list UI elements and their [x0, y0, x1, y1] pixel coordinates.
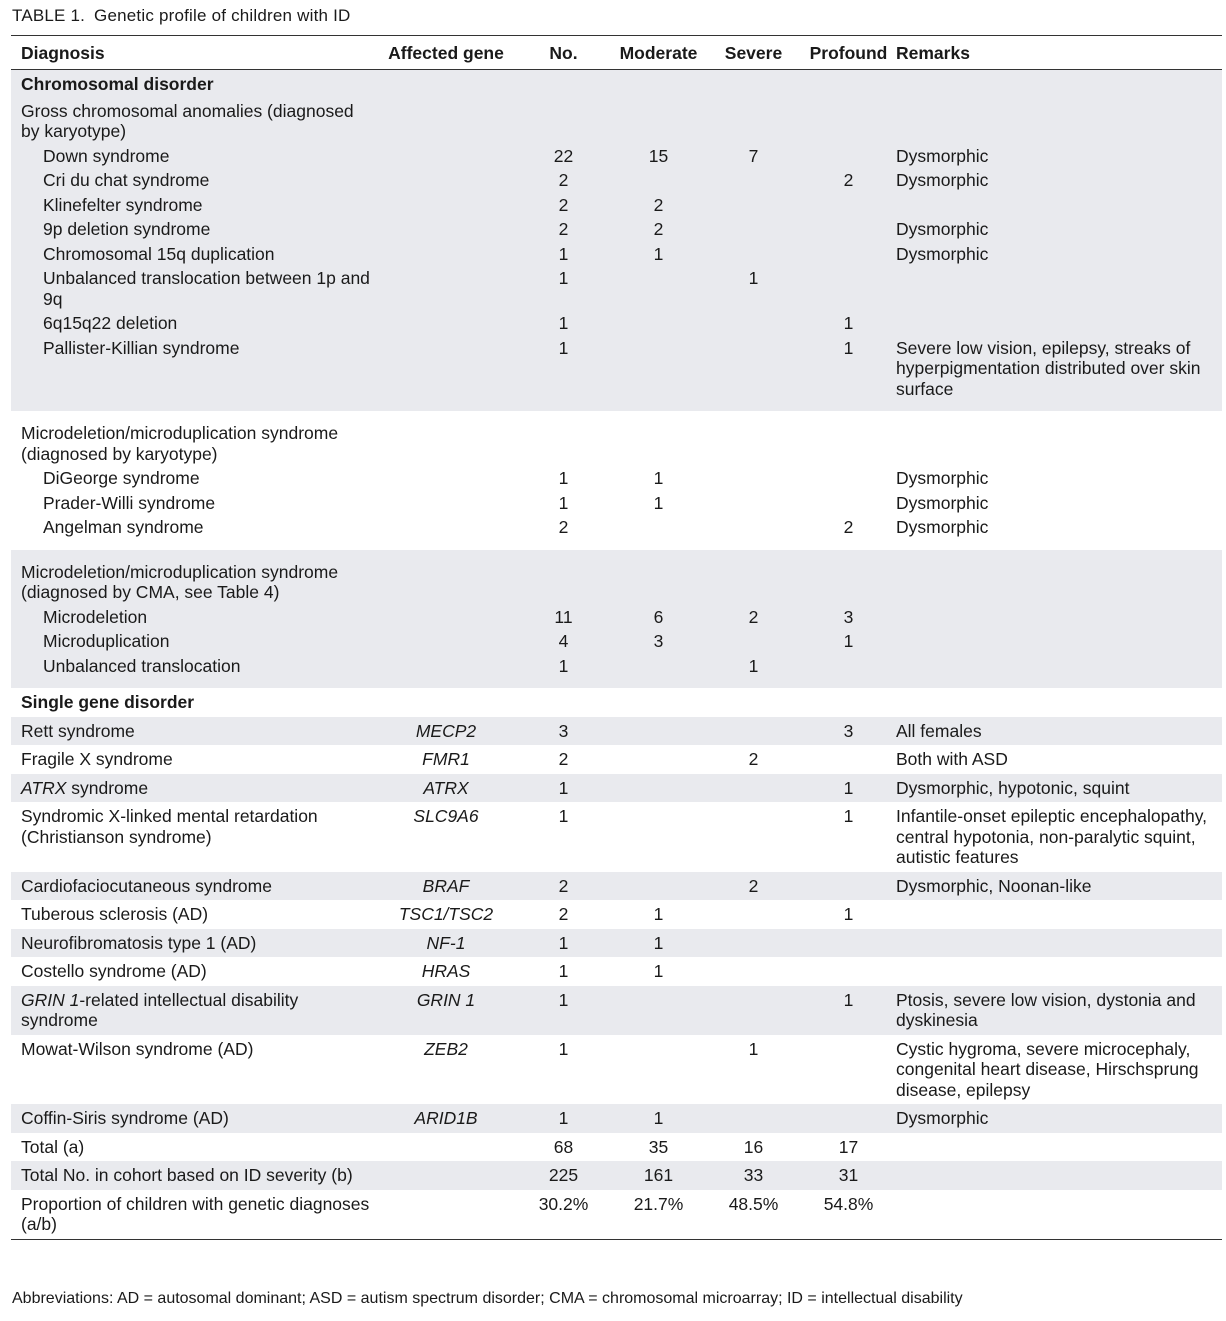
gene-cell — [376, 466, 516, 491]
profound-cell — [801, 242, 896, 267]
col-header-diagnosis: Diagnosis — [21, 42, 105, 63]
table-body — [11, 70, 1222, 1240]
severe-cell — [706, 242, 801, 267]
gene-cell: SLC9A6 — [413, 806, 479, 826]
diagnosis-cell: Coffin-Siris syndrome (AD) — [21, 1108, 229, 1128]
empty-cell — [611, 560, 706, 605]
empty-cell — [706, 99, 801, 144]
moderate-cell: 2 — [653, 219, 664, 239]
severe-cell: 48.5% — [728, 1193, 779, 1214]
profound-cell — [801, 491, 896, 516]
profound-cell — [801, 266, 896, 311]
moderate-cell — [611, 717, 706, 746]
severe-cell — [706, 466, 801, 491]
no-cell: 3 — [558, 720, 569, 741]
section-chromosomal — [11, 70, 1222, 99]
gene-cell: HRAS — [421, 961, 471, 981]
gene-cell — [376, 242, 516, 267]
no-cell: 1 — [558, 932, 569, 953]
moderate-cell: 161 — [643, 1165, 674, 1185]
subsection-label: Gross chromosomal anomalies (diagnosed by karyotype) — [21, 100, 354, 141]
profound-cell: 3 — [843, 606, 854, 627]
table-row — [11, 336, 1222, 402]
spacer-row — [11, 411, 1222, 421]
severe-cell — [706, 217, 801, 242]
no-cell: 30.2% — [538, 1193, 589, 1214]
empty-cell — [801, 688, 896, 717]
moderate-cell: 6 — [653, 606, 664, 627]
spacer-row — [11, 401, 1222, 411]
empty-cell — [516, 421, 611, 466]
profound-cell — [801, 144, 896, 169]
remarks-cell: Dysmorphic, hypotonic, squint — [896, 777, 1130, 798]
gene-cell — [376, 1161, 516, 1190]
no-cell: 2 — [558, 219, 569, 239]
table-row — [11, 242, 1222, 267]
severe-cell — [706, 986, 801, 1035]
subsection-gross — [11, 99, 1222, 144]
profound-cell — [801, 872, 896, 901]
gene-cell — [376, 217, 516, 242]
gene-cell: FMR1 — [422, 749, 470, 769]
remarks-cell — [896, 1133, 1222, 1162]
table-row — [11, 1161, 1222, 1190]
diagnosis-cell — [11, 986, 376, 1035]
spacer-cell — [11, 411, 1222, 421]
diagnosis-cell: Chromosomal 15q duplication — [43, 243, 275, 264]
empty-cell — [376, 421, 516, 466]
no-cell: 68 — [553, 1136, 574, 1157]
remarks-cell: Dysmorphic — [896, 219, 989, 239]
profound-cell: 1 — [843, 989, 854, 1010]
spacer-cell — [11, 401, 1222, 411]
spacer-row — [11, 550, 1222, 560]
no-cell: 2 — [558, 875, 569, 896]
table-row — [11, 217, 1222, 242]
severe-cell: 2 — [748, 606, 759, 627]
profound-cell — [801, 929, 896, 958]
remarks-cell — [896, 929, 1222, 958]
severe-cell — [706, 629, 801, 654]
section-single-gene — [11, 688, 1222, 717]
profound-cell: 1 — [843, 904, 854, 924]
moderate-cell — [611, 802, 706, 872]
gene-cell — [376, 491, 516, 516]
empty-cell — [376, 560, 516, 605]
table-row — [11, 900, 1222, 929]
severe-cell — [706, 1104, 801, 1133]
moderate-cell — [611, 745, 706, 774]
spacer-row — [11, 540, 1222, 550]
severe-cell — [706, 774, 801, 803]
no-cell: 2 — [558, 904, 569, 924]
diagnosis-cell: Microduplication — [43, 631, 170, 651]
no-cell: 1 — [558, 243, 569, 264]
diagnosis-cell: Microdeletion — [43, 606, 148, 627]
moderate-cell — [611, 774, 706, 803]
empty-cell — [516, 560, 611, 605]
profound-cell — [801, 957, 896, 986]
severe-cell — [706, 491, 801, 516]
table-row — [11, 266, 1222, 311]
remarks-cell: Dysmorphic — [896, 468, 989, 488]
severe-cell — [706, 957, 801, 986]
diagnosis-cell — [11, 774, 376, 803]
table-row — [11, 654, 1222, 679]
moderate-cell — [611, 986, 706, 1035]
spacer-cell — [11, 550, 1222, 560]
table-row — [11, 605, 1222, 630]
diagnosis-cell: Angelman syndrome — [43, 517, 204, 537]
no-cell: 1 — [558, 313, 569, 333]
diagnosis-cell: Unbalanced translocation — [43, 655, 241, 676]
gene-cell: ATRX — [423, 777, 469, 798]
diagnosis-cell: Neurofibromatosis type 1 (AD) — [21, 932, 257, 953]
table-row — [11, 168, 1222, 193]
gene-cell — [376, 168, 516, 193]
diagnosis-cell: Klinefelter syndrome — [43, 194, 203, 215]
diagnosis-cell: Total (a) — [21, 1136, 85, 1157]
no-cell: 1 — [558, 1108, 569, 1128]
severe-cell — [706, 311, 801, 336]
table-row — [11, 1104, 1222, 1133]
severe-cell — [706, 717, 801, 746]
table-row — [11, 311, 1222, 336]
no-cell: 1 — [558, 468, 569, 488]
moderate-cell — [611, 168, 706, 193]
empty-cell — [611, 99, 706, 144]
no-cell: 1 — [558, 337, 569, 358]
remarks-cell: All females — [896, 720, 982, 741]
moderate-cell: 35 — [648, 1136, 669, 1157]
profound-cell: 1 — [843, 631, 854, 651]
empty-cell — [706, 421, 801, 466]
subsection-micro-cma — [11, 560, 1222, 605]
diagnosis-cell: Cardiofaciocutaneous syndrome — [21, 875, 272, 896]
col-header-remarks: Remarks — [896, 42, 970, 63]
remarks-cell: Dysmorphic — [896, 492, 989, 513]
profound-cell — [801, 217, 896, 242]
severe-cell — [706, 336, 801, 402]
remarks-cell: Dysmorphic — [896, 145, 989, 166]
table-footnote: Abbreviations: AD = autosomal dominant; ASD = autism spectrum disorder; CMA = chromosomal microarray; ID = intellectual disability — [12, 1290, 963, 1307]
remarks-cell: Dysmorphic — [896, 170, 989, 190]
moderate-cell — [611, 654, 706, 679]
empty-cell — [801, 99, 896, 144]
table-row — [11, 491, 1222, 516]
genetic-profile-table — [11, 35, 1222, 1240]
empty-cell — [706, 70, 801, 99]
subsection-label: Microdeletion/microduplication syndrome (diagnosed by karyotype) — [21, 423, 339, 464]
no-cell: 2 — [558, 170, 569, 190]
gene-cell — [376, 1133, 516, 1162]
diagnosis-cell: Proportion of children with genetic diagnoses (a/b) — [21, 1193, 370, 1234]
remarks-cell — [896, 1161, 1222, 1190]
no-cell: 1 — [558, 806, 569, 826]
remarks-cell: Cystic hygroma, severe microcephaly, congenital heart disease, Hirschsprung disease, epilepsy — [896, 1038, 1199, 1100]
table-row — [11, 802, 1222, 872]
empty-cell — [801, 70, 896, 99]
remarks-cell — [896, 629, 1222, 654]
gene-cell: ARID1B — [414, 1108, 478, 1128]
diagnosis-cell: Tuberous sclerosis (AD) — [21, 904, 209, 924]
diagnosis-cell: Prader-Willi syndrome — [43, 492, 216, 513]
severe-cell: 2 — [748, 875, 759, 896]
gene-cell — [376, 193, 516, 218]
remarks-cell: Dysmorphic — [896, 517, 989, 537]
no-cell: 2 — [558, 749, 569, 769]
severe-cell — [706, 168, 801, 193]
diagnosis-cell: Total No. in cohort based on ID severity (b) — [21, 1165, 353, 1185]
moderate-cell: 1 — [653, 961, 664, 981]
diagnosis-text: syndrome — [66, 777, 149, 798]
severe-cell — [706, 929, 801, 958]
profound-cell: 2 — [843, 170, 854, 190]
col-header-severe: Severe — [724, 42, 783, 63]
remarks-cell — [896, 266, 1222, 311]
col-header-no: No. — [549, 42, 578, 63]
remarks-cell: Both with ASD — [896, 749, 1008, 769]
profound-cell: 31 — [838, 1165, 859, 1185]
empty-cell — [611, 421, 706, 466]
profound-cell: 1 — [843, 806, 854, 826]
spacer-row — [11, 678, 1222, 688]
table-row — [11, 1035, 1222, 1105]
moderate-cell: 3 — [653, 631, 664, 651]
diagnosis-italic: GRIN 1 — [21, 989, 80, 1010]
moderate-cell: 1 — [653, 468, 664, 488]
moderate-cell — [611, 266, 706, 311]
col-header-profound: Profound — [809, 42, 888, 63]
empty-cell — [611, 688, 706, 717]
profound-cell — [801, 654, 896, 679]
moderate-cell: 21.7% — [633, 1193, 684, 1214]
empty-cell — [801, 560, 896, 605]
empty-cell — [516, 688, 611, 717]
moderate-cell — [611, 872, 706, 901]
table-row — [11, 193, 1222, 218]
profound-cell: 2 — [843, 517, 854, 537]
gene-cell: BRAF — [422, 875, 470, 896]
gene-cell — [376, 311, 516, 336]
gene-cell: GRIN 1 — [416, 989, 476, 1010]
diagnosis-cell: Unbalanced translocation between 1p and 9q — [43, 268, 370, 309]
empty-cell — [706, 688, 801, 717]
table-row — [11, 466, 1222, 491]
empty-cell — [896, 560, 1222, 605]
diagnosis-cell: Mowat-Wilson syndrome (AD) — [21, 1038, 254, 1059]
moderate-cell: 15 — [648, 145, 669, 166]
profound-cell: 1 — [843, 777, 854, 798]
profound-cell — [801, 1104, 896, 1133]
no-cell: 22 — [553, 145, 574, 166]
gene-cell: TSC1/TSC2 — [398, 904, 494, 924]
profound-cell: 3 — [843, 720, 854, 741]
col-header-gene: Affected gene — [388, 42, 504, 63]
severe-cell — [706, 193, 801, 218]
profound-cell — [801, 1035, 896, 1105]
no-cell: 1 — [558, 961, 569, 981]
severe-cell: 2 — [748, 749, 759, 769]
table-row — [11, 745, 1222, 774]
gene-cell — [376, 144, 516, 169]
moderate-cell: 1 — [653, 1108, 664, 1128]
gene-cell: ZEB2 — [424, 1038, 468, 1059]
remarks-cell — [896, 900, 1222, 929]
gene-cell — [376, 266, 516, 311]
col-header-moderate: Moderate — [619, 42, 698, 63]
empty-cell — [896, 421, 1222, 466]
moderate-cell: 1 — [653, 492, 664, 513]
diagnosis-cell: DiGeorge syndrome — [43, 468, 200, 488]
remarks-cell — [896, 1190, 1222, 1240]
moderate-cell — [611, 336, 706, 402]
table-row — [11, 774, 1222, 803]
severe-cell — [706, 900, 801, 929]
remarks-cell — [896, 654, 1222, 679]
empty-cell — [376, 688, 516, 717]
no-cell: 1 — [558, 1038, 569, 1059]
empty-cell — [706, 560, 801, 605]
empty-cell — [516, 70, 611, 99]
gene-cell: NF-1 — [426, 932, 466, 953]
severe-cell: 7 — [748, 145, 759, 166]
table-title: Genetic profile of children with ID — [94, 6, 351, 25]
profound-cell — [801, 466, 896, 491]
remarks-cell: Severe low vision, epilepsy, streaks of hyperpigmentation distributed over skin surface — [896, 337, 1201, 399]
profound-cell: 17 — [838, 1136, 859, 1157]
no-cell: 2 — [558, 194, 569, 215]
empty-cell — [376, 99, 516, 144]
subsection-micro-karyotype — [11, 421, 1222, 466]
empty-cell — [801, 421, 896, 466]
severe-cell: 1 — [748, 655, 759, 676]
gene-cell — [376, 1190, 516, 1240]
gene-cell — [376, 629, 516, 654]
diagnosis-cell: Costello syndrome (AD) — [21, 961, 207, 981]
header-row — [11, 36, 1222, 70]
empty-cell — [611, 70, 706, 99]
empty-cell — [896, 688, 1222, 717]
empty-cell — [896, 70, 1222, 99]
diagnosis-text: -related intellectual disability syndrome — [21, 989, 299, 1030]
severe-cell: 16 — [743, 1136, 764, 1157]
no-cell: 1 — [558, 492, 569, 513]
no-cell: 11 — [554, 606, 573, 627]
diagnosis-cell: 6q15q22 deletion — [43, 313, 178, 333]
section-label: Single gene disorder — [21, 692, 195, 712]
empty-cell — [516, 99, 611, 144]
spacer-cell — [11, 678, 1222, 688]
gene-cell — [376, 515, 516, 540]
table-row — [11, 515, 1222, 540]
no-cell: 225 — [548, 1165, 579, 1185]
moderate-cell — [611, 311, 706, 336]
empty-cell — [376, 70, 516, 99]
table-row — [11, 1190, 1222, 1240]
severe-cell — [706, 515, 801, 540]
no-cell: 1 — [558, 777, 569, 798]
diagnosis-italic: ATRX — [21, 777, 67, 798]
remarks-cell: Dysmorphic, Noonan-like — [896, 875, 1092, 896]
table-row — [11, 144, 1222, 169]
profound-cell: 1 — [843, 313, 854, 333]
no-cell: 1 — [558, 655, 569, 676]
table-row — [11, 1133, 1222, 1162]
profound-cell: 1 — [843, 337, 854, 358]
moderate-cell — [611, 1035, 706, 1105]
gene-cell: MECP2 — [415, 720, 477, 741]
diagnosis-cell: Cri du chat syndrome — [43, 170, 210, 190]
moderate-cell: 1 — [653, 932, 664, 953]
table-caption — [12, 6, 351, 26]
diagnosis-cell: Down syndrome — [43, 145, 170, 166]
profound-cell — [801, 745, 896, 774]
remarks-cell: Infantile-onset epileptic encephalopathy, central hypotonia, non-paralytic squint, autistic features — [896, 806, 1208, 867]
no-cell: 2 — [558, 517, 569, 537]
diagnosis-cell: Syndromic X-linked mental retardation (Christianson syndrome) — [21, 806, 318, 847]
table-row — [11, 629, 1222, 654]
gene-cell — [376, 605, 516, 630]
empty-cell — [896, 99, 1222, 144]
remarks-cell: Ptosis, severe low vision, dystonia and dyskinesia — [896, 989, 1196, 1030]
diagnosis-cell: 9p deletion syndrome — [43, 219, 211, 239]
moderate-cell — [611, 515, 706, 540]
diagnosis-cell: Pallister-Killian syndrome — [43, 337, 240, 358]
remarks-cell — [896, 605, 1222, 630]
no-cell: 1 — [558, 268, 569, 288]
severe-cell: 33 — [743, 1165, 764, 1185]
table-row — [11, 986, 1222, 1035]
no-cell: 4 — [558, 631, 569, 651]
gene-cell — [376, 336, 516, 402]
diagnosis-cell: Fragile X syndrome — [21, 749, 173, 769]
no-cell: 1 — [558, 989, 569, 1010]
remarks-cell: Dysmorphic — [896, 1108, 989, 1128]
moderate-cell: 1 — [653, 243, 664, 264]
remarks-cell: Dysmorphic — [896, 243, 989, 264]
moderate-cell: 1 — [653, 904, 664, 924]
table-row — [11, 929, 1222, 958]
table-label: TABLE 1. — [12, 6, 86, 25]
gene-cell — [376, 654, 516, 679]
severe-cell — [706, 802, 801, 872]
profound-cell — [801, 193, 896, 218]
moderate-cell: 2 — [653, 194, 664, 215]
table-row — [11, 872, 1222, 901]
severe-cell: 1 — [748, 1038, 759, 1059]
section-label: Chromosomal disorder — [21, 74, 214, 94]
spacer-cell — [11, 540, 1222, 550]
remarks-cell — [896, 957, 1222, 986]
remarks-cell — [896, 311, 1222, 336]
diagnosis-cell: Rett syndrome — [21, 720, 135, 741]
remarks-cell — [896, 193, 1222, 218]
severe-cell: 1 — [748, 268, 759, 288]
table-row — [11, 717, 1222, 746]
subsection-label: Microdeletion/microduplication syndrome (diagnosed by CMA, see Table 4) — [21, 561, 339, 602]
table-row — [11, 957, 1222, 986]
profound-cell: 54.8% — [823, 1193, 874, 1214]
